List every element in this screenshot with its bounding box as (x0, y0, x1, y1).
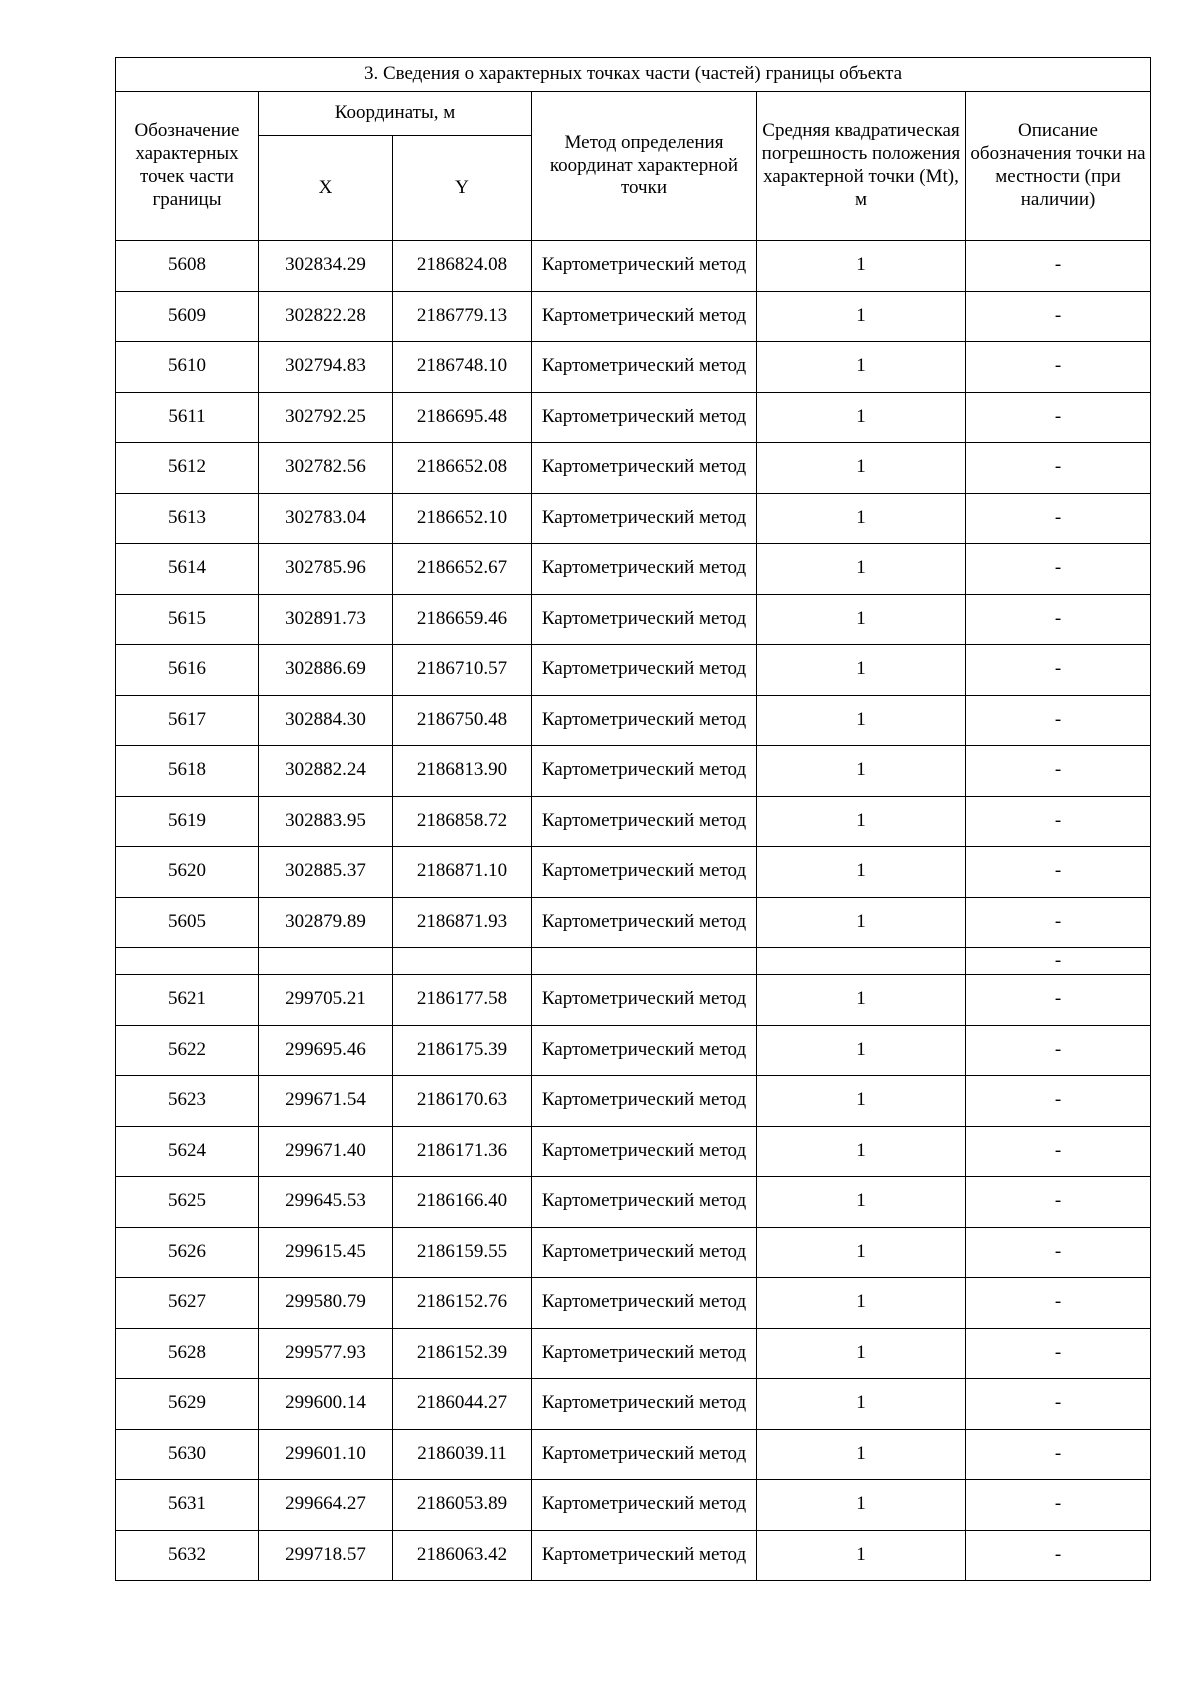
cell-x: 299615.45 (259, 1227, 393, 1278)
table-row (116, 544, 1151, 595)
cell-method (532, 1227, 757, 1278)
cell-accuracy: 1 (757, 1379, 966, 1430)
table-row (116, 1126, 1151, 1177)
cell-point-id: 5618 (116, 746, 259, 797)
cell-description: - (966, 796, 1151, 847)
cell-description: - (966, 695, 1151, 746)
cell-y: 2186166.40 (393, 1177, 532, 1228)
method-text: Картометрический метод (541, 860, 747, 882)
cell-point-id: 5615 (116, 594, 259, 645)
cell-y: 2186152.76 (393, 1278, 532, 1329)
cell-accuracy: 1 (757, 1076, 966, 1127)
cell-accuracy: 1 (757, 493, 966, 544)
table-row (116, 1076, 1151, 1127)
cell-method (532, 1480, 757, 1531)
method-text: Картометрический метод (541, 405, 747, 427)
cell-y: 2186044.27 (393, 1379, 532, 1430)
cell-method (532, 241, 757, 292)
cell-method (532, 291, 757, 342)
table-row (116, 493, 1151, 544)
cell-x: 299671.40 (259, 1126, 393, 1177)
cell-x: 299645.53 (259, 1177, 393, 1228)
cell-accuracy: 1 (757, 1126, 966, 1177)
cell-y: 2186858.72 (393, 796, 532, 847)
cell-x: 302822.28 (259, 291, 393, 342)
cell-y: 2186171.36 (393, 1126, 532, 1177)
cell-description: - (966, 544, 1151, 595)
table-row (116, 1530, 1151, 1581)
cell-x: 302885.37 (259, 847, 393, 898)
method-text: Картометрический метод (541, 658, 747, 680)
cell-accuracy: 1 (757, 1025, 966, 1076)
cell-description: - (966, 1379, 1151, 1430)
cell-method (532, 594, 757, 645)
table-row (116, 847, 1151, 898)
cell-method (532, 1177, 757, 1228)
method-text: Картометрический метод (541, 1493, 747, 1515)
cell-accuracy: 1 (757, 342, 966, 393)
cell-y: 2186159.55 (393, 1227, 532, 1278)
cell-x: 299577.93 (259, 1328, 393, 1379)
cell-method (532, 493, 757, 544)
method-text: Картометрический метод (541, 1190, 747, 1212)
cell-y: 2186695.48 (393, 392, 532, 443)
method-text: Картометрический метод (541, 910, 747, 932)
method-text: Картометрический метод (541, 759, 747, 781)
cell-description: - (966, 1177, 1151, 1228)
header-method: Метод определения координат характерной точки (532, 92, 757, 241)
cell-accuracy: 1 (757, 443, 966, 494)
cell-accuracy: 1 (757, 1328, 966, 1379)
table-row (116, 1025, 1151, 1076)
cell-y: 2186748.10 (393, 342, 532, 393)
cell-method (532, 1278, 757, 1329)
cell-y: 2186824.08 (393, 241, 532, 292)
cell-y: 2186871.93 (393, 897, 532, 948)
cell-x: 299601.10 (259, 1429, 393, 1480)
cell-method (532, 443, 757, 494)
method-text: Картометрический метод (541, 988, 747, 1010)
cell-x: 302792.25 (259, 392, 393, 443)
cell-description: - (966, 392, 1151, 443)
table-row (116, 645, 1151, 696)
cell-description: - (966, 594, 1151, 645)
cell-y: 2186063.42 (393, 1530, 532, 1581)
cell-accuracy: 1 (757, 392, 966, 443)
cell-accuracy: 1 (757, 1480, 966, 1531)
table-row (116, 695, 1151, 746)
cell-point-id: 5627 (116, 1278, 259, 1329)
cell-point-id: 5628 (116, 1328, 259, 1379)
cell-point-id: 5620 (116, 847, 259, 898)
method-text: Картометрический метод (541, 304, 747, 326)
table-body (116, 241, 1151, 1581)
cell-method (532, 342, 757, 393)
table-row (116, 1379, 1151, 1430)
cell-description: - (966, 342, 1151, 393)
header-designation: Обозначение характерных точек части границы (116, 92, 259, 241)
cell-x: 302884.30 (259, 695, 393, 746)
cell-accuracy: 1 (757, 594, 966, 645)
cell-y (393, 948, 532, 975)
table-row (116, 948, 1151, 975)
table-row (116, 975, 1151, 1026)
table-row (116, 1278, 1151, 1329)
cell-description: - (966, 1429, 1151, 1480)
cell-y: 2186652.67 (393, 544, 532, 595)
cell-description: - (966, 746, 1151, 797)
cell-method (532, 1328, 757, 1379)
cell-accuracy: 1 (757, 241, 966, 292)
method-text: Картометрический метод (541, 809, 747, 831)
boundary-points-table (115, 57, 1151, 1581)
method-text: Картометрический метод (541, 1442, 747, 1464)
cell-method (532, 695, 757, 746)
cell-description: - (966, 1076, 1151, 1127)
cell-y: 2186659.46 (393, 594, 532, 645)
cell-description: - (966, 1530, 1151, 1581)
cell-accuracy: 1 (757, 1429, 966, 1480)
cell-x: 302882.24 (259, 746, 393, 797)
header-accuracy: Средняя квадратическая погрешность положения характерной точки (Mt), м (757, 92, 966, 241)
cell-accuracy: 1 (757, 645, 966, 696)
cell-y: 2186053.89 (393, 1480, 532, 1531)
cell-accuracy: 1 (757, 1278, 966, 1329)
cell-x: 302834.29 (259, 241, 393, 292)
method-text: Картометрический метод (541, 1341, 747, 1363)
method-text: Картометрический метод (541, 1291, 747, 1313)
cell-accuracy: 1 (757, 897, 966, 948)
cell-y: 2186779.13 (393, 291, 532, 342)
cell-point-id: 5623 (116, 1076, 259, 1127)
cell-description: - (966, 897, 1151, 948)
cell-x: 299671.54 (259, 1076, 393, 1127)
cell-x: 302794.83 (259, 342, 393, 393)
cell-method (532, 897, 757, 948)
cell-x: 299664.27 (259, 1480, 393, 1531)
cell-y: 2186152.39 (393, 1328, 532, 1379)
cell-point-id: 5624 (116, 1126, 259, 1177)
cell-x: 299695.46 (259, 1025, 393, 1076)
cell-y: 2186813.90 (393, 746, 532, 797)
method-text: Картометрический метод (541, 1240, 747, 1262)
cell-x: 302785.96 (259, 544, 393, 595)
header-description: Описание обозначения точки на местности (при наличии) (966, 92, 1151, 241)
cell-point-id: 5630 (116, 1429, 259, 1480)
table-row (116, 1177, 1151, 1228)
cell-point-id: 5616 (116, 645, 259, 696)
cell-x: 302891.73 (259, 594, 393, 645)
cell-x: 299580.79 (259, 1278, 393, 1329)
cell-y: 2186175.39 (393, 1025, 532, 1076)
header-x: X (259, 136, 393, 241)
table-row (116, 443, 1151, 494)
cell-point-id: 5626 (116, 1227, 259, 1278)
cell-point-id: 5612 (116, 443, 259, 494)
cell-y: 2186177.58 (393, 975, 532, 1026)
cell-x: 299718.57 (259, 1530, 393, 1581)
cell-description: - (966, 948, 1151, 975)
cell-method (532, 544, 757, 595)
cell-point-id: 5625 (116, 1177, 259, 1228)
table-row (116, 1328, 1151, 1379)
cell-point-id: 5621 (116, 975, 259, 1026)
cell-method (532, 392, 757, 443)
table-row (116, 796, 1151, 847)
table-row (116, 1227, 1151, 1278)
cell-x: 299705.21 (259, 975, 393, 1026)
cell-method (532, 975, 757, 1026)
cell-method (532, 1379, 757, 1430)
cell-point-id: 5629 (116, 1379, 259, 1430)
method-text: Картометрический метод (541, 1392, 747, 1414)
cell-point-id: 5622 (116, 1025, 259, 1076)
method-text: Картометрический метод (541, 557, 747, 579)
method-text: Картометрический метод (541, 1038, 747, 1060)
cell-y: 2186652.08 (393, 443, 532, 494)
cell-point-id: 5613 (116, 493, 259, 544)
table-row (116, 291, 1151, 342)
cell-accuracy: 1 (757, 975, 966, 1026)
cell-x: 302883.95 (259, 796, 393, 847)
cell-method (532, 948, 757, 975)
cell-description: - (966, 1227, 1151, 1278)
cell-point-id (116, 948, 259, 975)
method-text: Картометрический метод (541, 506, 747, 528)
cell-method (532, 1126, 757, 1177)
cell-point-id: 5611 (116, 392, 259, 443)
method-text: Картометрический метод (541, 1543, 747, 1565)
cell-accuracy: 1 (757, 796, 966, 847)
header-coordinates: Координаты, м (259, 92, 532, 136)
cell-method (532, 645, 757, 696)
cell-x: 302783.04 (259, 493, 393, 544)
cell-point-id: 5605 (116, 897, 259, 948)
cell-description: - (966, 1480, 1151, 1531)
cell-method (532, 1429, 757, 1480)
cell-description: - (966, 241, 1151, 292)
cell-accuracy: 1 (757, 291, 966, 342)
method-text: Картометрический метод (541, 607, 747, 629)
cell-description: - (966, 291, 1151, 342)
cell-accuracy: 1 (757, 746, 966, 797)
cell-y: 2186710.57 (393, 645, 532, 696)
cell-description: - (966, 493, 1151, 544)
cell-method (532, 1025, 757, 1076)
cell-x (259, 948, 393, 975)
cell-method (532, 1076, 757, 1127)
method-text: Картометрический метод (541, 254, 747, 276)
method-text: Картометрический метод (541, 1089, 747, 1111)
header-y: Y (393, 136, 532, 241)
cell-x: 302879.89 (259, 897, 393, 948)
table-row (116, 392, 1151, 443)
cell-x: 299600.14 (259, 1379, 393, 1430)
cell-accuracy: 1 (757, 847, 966, 898)
cell-x: 302886.69 (259, 645, 393, 696)
cell-point-id: 5610 (116, 342, 259, 393)
cell-description: - (966, 443, 1151, 494)
cell-description: - (966, 1126, 1151, 1177)
table-row (116, 594, 1151, 645)
cell-y: 2186871.10 (393, 847, 532, 898)
cell-method (532, 746, 757, 797)
table-row (116, 342, 1151, 393)
method-text: Картометрический метод (541, 355, 747, 377)
cell-method (532, 847, 757, 898)
cell-y: 2186652.10 (393, 493, 532, 544)
cell-point-id: 5614 (116, 544, 259, 595)
cell-point-id: 5608 (116, 241, 259, 292)
table-row (116, 746, 1151, 797)
table-row (116, 1480, 1151, 1531)
cell-description: - (966, 645, 1151, 696)
cell-accuracy: 1 (757, 1530, 966, 1581)
cell-accuracy: 1 (757, 1177, 966, 1228)
cell-accuracy: 1 (757, 1227, 966, 1278)
method-text: Картометрический метод (541, 456, 747, 478)
cell-description: - (966, 1278, 1151, 1329)
table-row (116, 241, 1151, 292)
cell-accuracy: 1 (757, 695, 966, 746)
cell-point-id: 5617 (116, 695, 259, 746)
cell-description: - (966, 1025, 1151, 1076)
cell-accuracy: 1 (757, 544, 966, 595)
cell-y: 2186170.63 (393, 1076, 532, 1127)
cell-point-id: 5609 (116, 291, 259, 342)
cell-description: - (966, 1328, 1151, 1379)
cell-description: - (966, 975, 1151, 1026)
cell-accuracy (757, 948, 966, 975)
table-title: 3. Сведения о характерных точках части (частей) границы объекта (116, 58, 1151, 92)
cell-point-id: 5631 (116, 1480, 259, 1531)
cell-y: 2186750.48 (393, 695, 532, 746)
cell-y: 2186039.11 (393, 1429, 532, 1480)
cell-point-id: 5632 (116, 1530, 259, 1581)
method-text: Картометрический метод (541, 708, 747, 730)
table-row (116, 897, 1151, 948)
cell-method (532, 1530, 757, 1581)
table-row (116, 1429, 1151, 1480)
method-text: Картометрический метод (541, 1139, 747, 1161)
cell-point-id: 5619 (116, 796, 259, 847)
cell-method (532, 796, 757, 847)
cell-x: 302782.56 (259, 443, 393, 494)
cell-description: - (966, 847, 1151, 898)
